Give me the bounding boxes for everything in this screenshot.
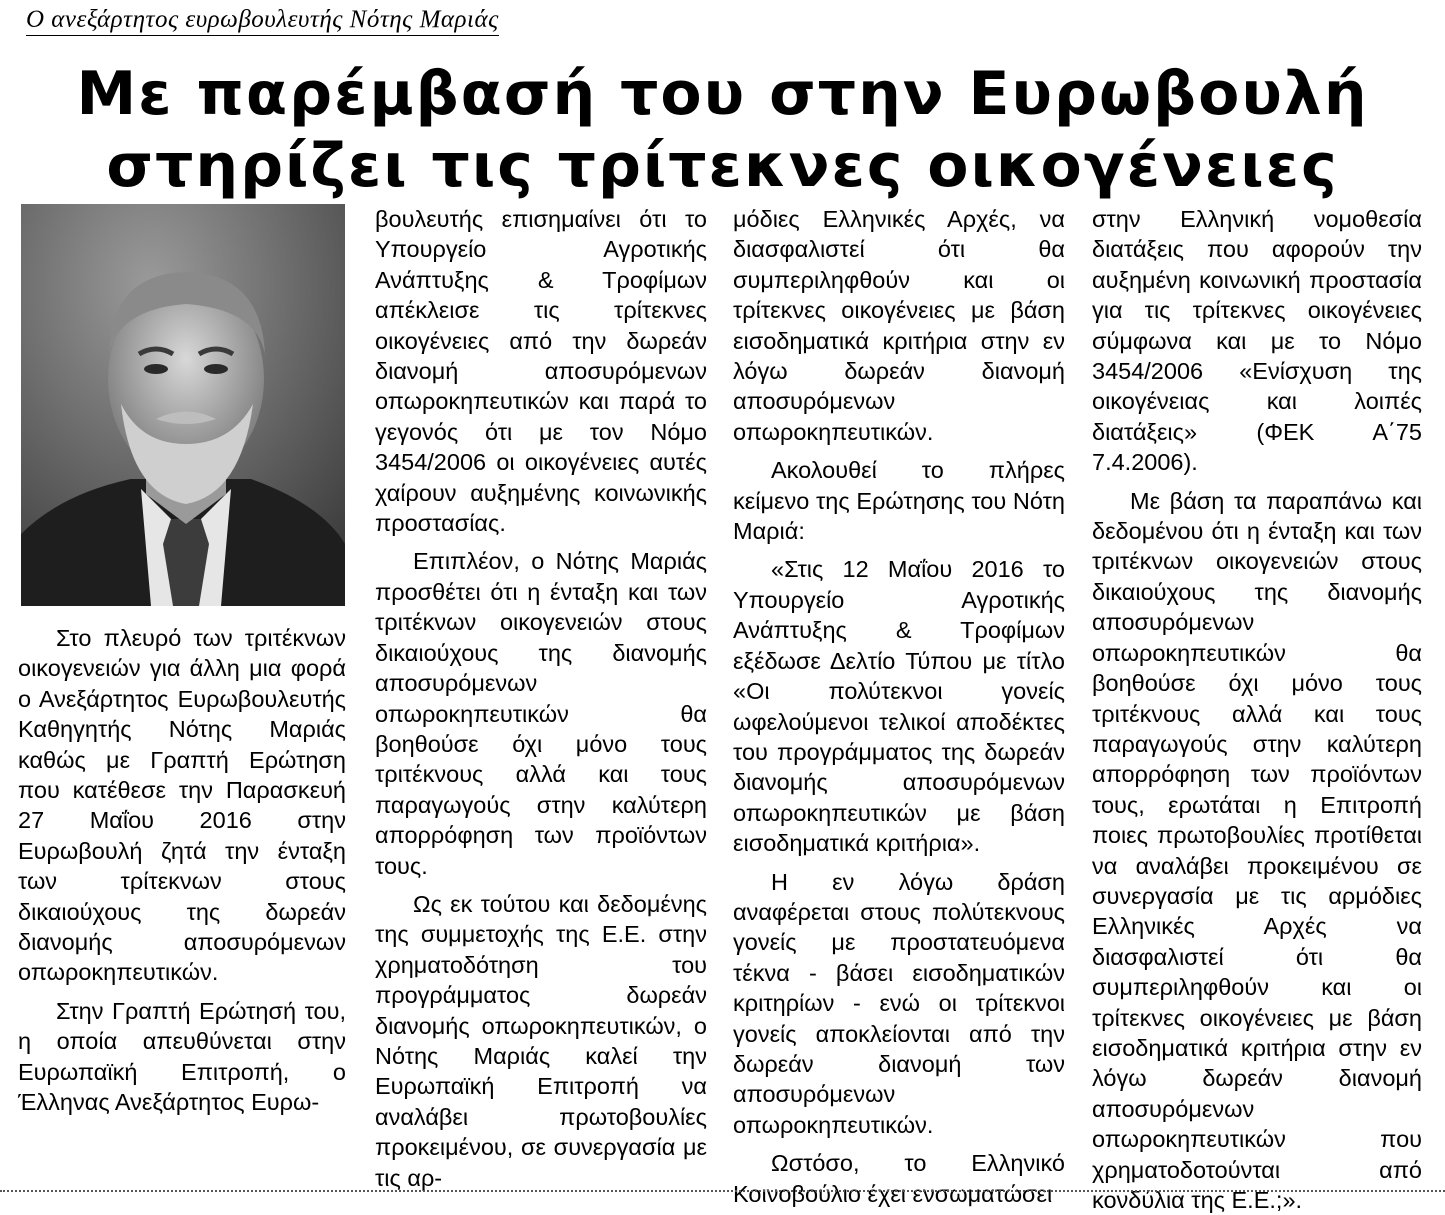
paragraph: Ως εκ τούτου και δεδομένης της συμμετοχής της Ε.Ε. στην χρηματοδότηση του προγράμματος δωρεάν διανομής οπωροκηπευτικών, ο Νότης Μαριάς καλεί την Ευρωπαϊκή Επιτροπή να αναλάβει πρωτοβουλίες προκειμένου, σε συνεργασία με τις αρ- [375, 890, 707, 1191]
paragraph: βουλευτής επισημαίνει ότι το Υπουργείο Αγροτικής Ανάπτυξης & Τροφίμων απέκλεισε τις τρίτεκνες οικογένειες από την δωρεάν διανομή αποσυρόμενων οπωροκηπευτικών και παρά το γεγονός ότι με τον Νόμο 3454/2006 οι οικογένειες αυτές χαίρουν αυξημένης κοινωνικής προστασίας. [375, 206, 707, 537]
paragraph: Στο πλευρό των τριτέκνων οικογενειών για άλλη μια φορά ο Ανεξάρτητος Ευρωβουλευτής Καθηγητής Νότης Μαριάς καθώς με Γραπτή Ερώτηση που κατέθεσε την Παρασκευή 27 Μαΐου 2016 στην Ευρωβουλή ζητά την ένταξη των τρίτεκνων στους δικαιούχους της δωρεάν διανομής αποσυρόμενων οπωροκηπευτικών. [18, 625, 346, 986]
portrait-illustration [21, 204, 345, 606]
paragraph: μόδιες Ελληνικές Αρχές, να διασφαλιστεί ότι θα συμπεριληφθούν και οι τρίτεκνες οικογένειες με βάση εισοδηματικά κριτήρια στην εν λόγω δωρεάν διανομή αποσυρόμενων οπωροκηπευτικών. [733, 206, 1065, 445]
headline [0, 58, 1445, 202]
paragraph: Η εν λόγω δράση αναφέρεται στους πολύτεκνους γονείς με προστατευόμενα τέκνα - βάσει εισοδηματικών κριτηρίων - ενώ οι τρίτεκνοι γονείς αποκλείονται από την δωρεάν διανομή των αποσυρόμενων οπωροκηπευτικών. [733, 868, 1065, 1138]
paragraph: «Στις 12 Μαΐου 2016 το Υπουργείο Αγροτικής Ανάπτυξης & Τροφίμων εξέδωσε Δελτίο Τύπου με τίτλο «Οι πολύτεκνοι γονείς ωφελούμενοι τελικοί αποδέκτες του προγράμματος της δωρεάν διανομής αποσυρόμενων οπωροκηπευτικών με βάση εισοδηματικά κριτήρια». [733, 556, 1065, 857]
paragraph: Με βάση τα παραπάνω και δεδομένου ότι η ένταξη και των τριτέκνων οικογενειών στους δικαιούχους της διανομής αποσυρόμενων οπωροκηπευτικών θα βοηθούσε όχι μόνο τους τριτέκνους αλλά και τους παραγωγούς στην καλύτερη απορρόφηση των προϊόντων τους, ερωτάται η Επιτροπή ποιες πρωτοβουλίες προτίθεται να αναλάβει προκειμένου σε συνεργασία με τις αρμόδιες Ελληνικές Αρχές να διασφαλιστεί ότι θα συμπεριληφθούν και οι τρίτεκνες οικογένειες με βάση εισοδηματικά κριτήρια στην εν λόγω δωρεάν διανομή αποσυρόμενων οπωροκηπευτικών που χρηματοδοτούνται από κονδύλια της Ε.Ε.;». [1092, 487, 1422, 1213]
article-column-4 [1092, 204, 1422, 1215]
kicker-line: Ο ανεξάρτητος ευρωβουλευτής Νότης Μαριάς [26, 6, 499, 36]
headline-line-2: στηρίζει τις τρίτεκνες οικογένειες [106, 131, 1339, 201]
paragraph: Ακολουθεί το πλήρες κείμενο της Ερώτησης του Νότη Μαριά: [733, 457, 1065, 545]
paragraph: Ωστόσο, το Ελληνικό Κοινοβούλιο έχει ενσωματώσει [733, 1150, 1065, 1207]
article-column-1 [18, 623, 346, 1118]
article-column-2 [375, 204, 707, 1193]
paragraph: στην Ελληνική νομοθεσία διατάξεις που αφορούν την αυξημένη κοινωνική προστασία για τις τρίτεκνες οικογένειες σύμφωνα και με το Νόμο 3454/2006 «Ενίσχυση της οικογένειας και λοιπές διατάξεις» (ΦΕΚ Α΄75 7.4.2006). [1092, 206, 1422, 476]
portrait-photo [21, 204, 345, 606]
paragraph: Επιπλέον, ο Νότης Μαριάς προσθέτει ότι η ένταξη και των τριτέκνων οικογενειών στους δικαιούχους της διανομής αποσυρόμενων οπωροκηπευτικών θα βοηθούσε όχι μόνο τους τριτέκνους αλλά και τους παραγωγούς στην καλύτερη απορρόφηση των προϊόντων τους. [375, 548, 707, 879]
article-column-3 [733, 204, 1065, 1209]
bottom-dotted-rule [0, 1190, 1445, 1192]
headline-line-1: Με παρέμβασή του στην Ευρωβουλή [76, 59, 1369, 129]
paragraph: Στην Γραπτή Ερώτησή του, η οποία απευθύνεται στην Ευρωπαϊκή Επιτροπή, ο Έλληνας Ανεξάρτητος Ευρω- [18, 997, 346, 1116]
